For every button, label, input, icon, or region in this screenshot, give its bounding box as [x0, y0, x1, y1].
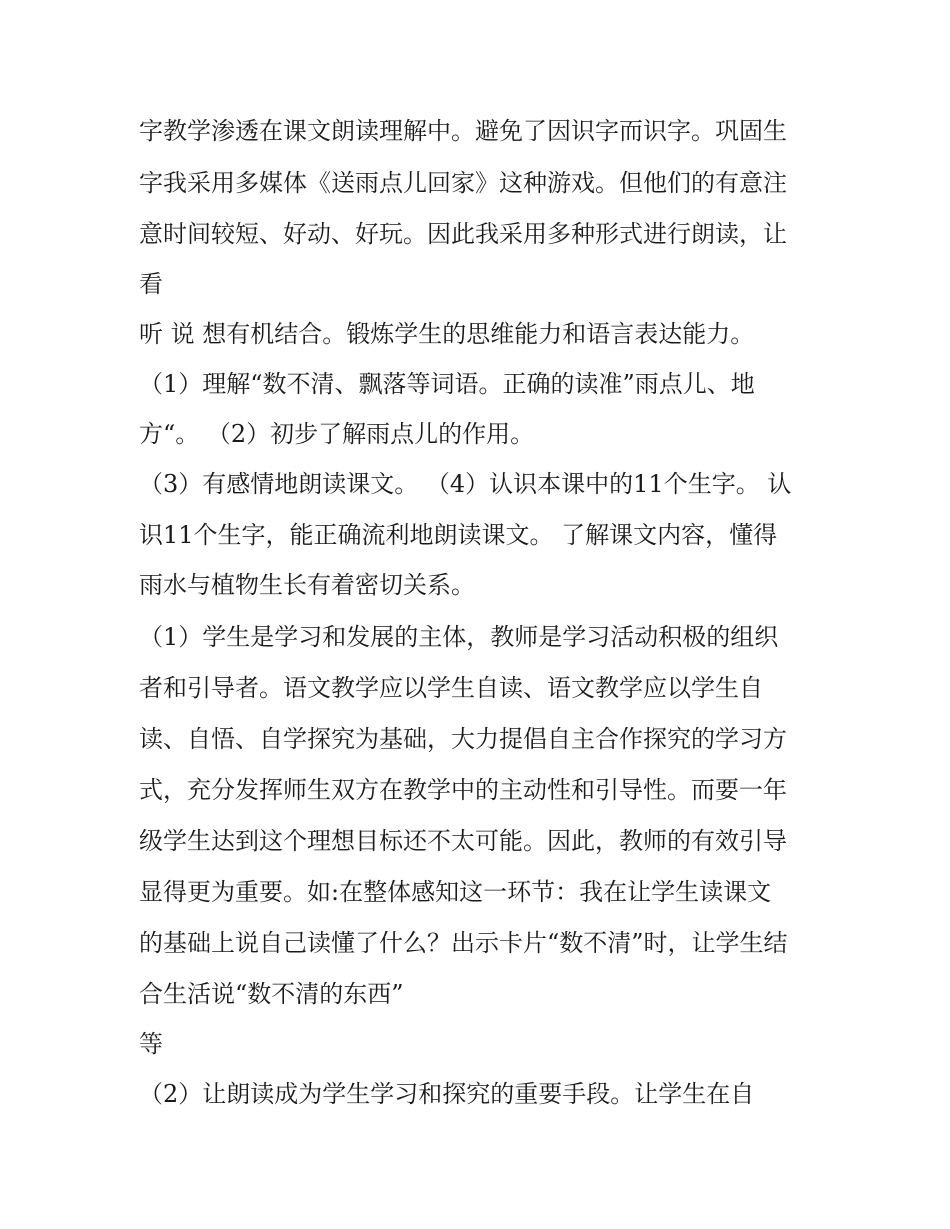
text-line: 看	[139, 270, 163, 298]
text-line: （1）理解“数不清、飘落等词语。正确的读准”雨点儿、地	[139, 370, 755, 398]
text-line: 方“。 （2）初步了解雨点儿的作用。	[139, 420, 535, 448]
text-line: 显得更为重要。如:在整体感知这一环节：我在让学生读课文	[139, 878, 772, 906]
text-line: 雨水与植物生长有着密切关系。	[139, 571, 475, 599]
text-line: 式，充分发挥师生双方在教学中的主动性和引导性。而要一年	[139, 776, 787, 804]
text-line: 字教学渗透在课文朗读理解中。避免了因识字而识字。巩固生	[139, 117, 787, 145]
text-line: 的基础上说自己读懂了什么？出示卡片“数不清”时，让学生结	[139, 929, 788, 957]
text-line: （1）学生是学习和发展的主体，教师是学习活动积极的组织	[139, 623, 779, 651]
text-line: 意时间较短、好动、好玩。因此我采用多种形式进行朗读，让	[139, 220, 787, 248]
text-line: 级学生达到这个理想目标还不太可能。因此，教师的有效引导	[139, 827, 787, 855]
text-line: （3）有感情地朗读课文。 （4）认识本课中的11个生字。 认	[139, 470, 792, 498]
text-line: 合生活说“数不清的东西”	[139, 980, 404, 1008]
text-line: 字我采用多媒体《送雨点儿回家》这种游戏。但他们的有意注	[139, 169, 787, 197]
text-line: 识11个生字，能正确流利地朗读课文。 了解课文内容，懂得	[139, 521, 778, 549]
text-line: 等	[139, 1030, 163, 1058]
text-line: 听 说 想有机结合。锻炼学生的思维能力和语言表达能力。	[139, 320, 755, 348]
text-line: 读、自悟、自学探究为基础，大力提倡自主合作探究的学习方	[139, 725, 787, 753]
text-line: （2）让朗读成为学生学习和探究的重要手段。让学生在自	[139, 1080, 755, 1108]
text-line: 者和引导者。语文教学应以学生自读、语文教学应以学生自	[139, 674, 763, 702]
